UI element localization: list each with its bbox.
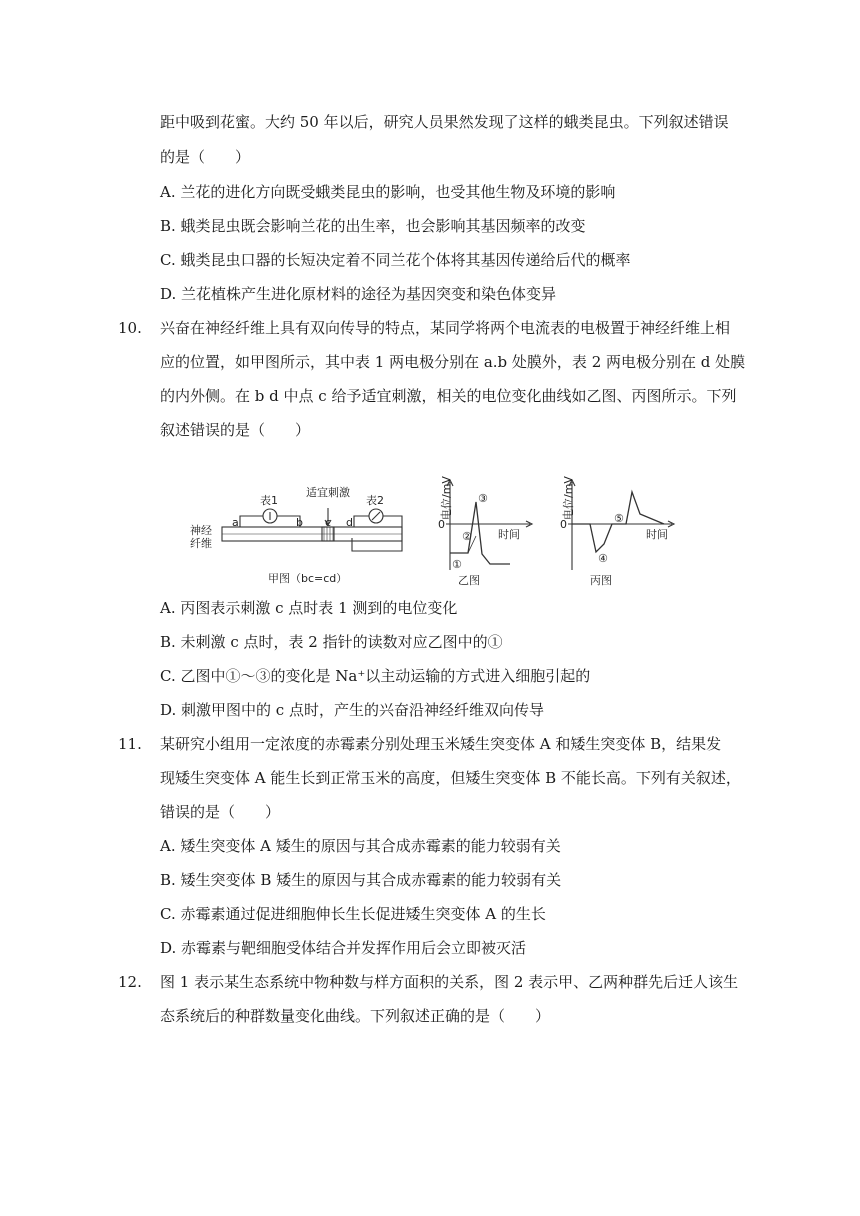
q11-number: 11.: [118, 735, 142, 753]
q11-stem-line-2: 现矮生突变体 A 能生长到正常玉米的高度，但矮生突变体 B 不能长高。下列有关叙述，: [160, 769, 741, 787]
fiber-label-1: 神经: [190, 524, 212, 537]
point-c: c: [325, 516, 332, 529]
q10-option-b: B. 未刺激 c 点时，表 2 指针的读数对应乙图中的①: [160, 633, 503, 651]
meter2-label: 表2: [366, 494, 384, 507]
q10-figure: [186, 472, 686, 592]
meter1-label: 表1: [260, 494, 278, 507]
yi-mark-3: ③: [478, 492, 488, 505]
q9-option-c: C. 蛾类昆虫口器的长短决定着不同兰花个体将其基因传递给后代的概率: [160, 251, 631, 269]
point-a: a: [232, 516, 239, 529]
bing-xlabel: 时间: [646, 528, 668, 541]
q11-stem-line-3: 错误的是（ ）: [160, 803, 281, 821]
q10-stem-line-1: 兴奋在神经纤维上具有双向传导的特点，某同学将两个电流表的电极置于神经纤维上相: [160, 319, 731, 337]
q9-stem-line-2: 的是（ ）: [160, 148, 251, 166]
yi-ylabel: 电位/mV: [440, 476, 453, 520]
yi-caption: 乙图: [458, 574, 480, 587]
q12-number: 12.: [118, 973, 142, 991]
yi-graph: [438, 476, 532, 587]
yi-mark-1: ①: [452, 558, 462, 571]
q10-figure-svg: [186, 472, 686, 592]
q11-option-d: D. 赤霉素与靶细胞受体结合并发挥作用后会立即被灭活: [160, 939, 527, 957]
yi-zero: 0: [438, 518, 445, 531]
q9-option-d: D. 兰花植株产生进化原材料的途径为基因突变和染色体变异: [160, 285, 557, 303]
bing-zero: 0: [560, 518, 567, 531]
stimulus-label: 适宜刺激: [306, 486, 350, 499]
q10-option-a: A. 丙图表示刺激 c 点时表 1 测到的电位变化: [160, 599, 458, 617]
point-b: b: [296, 516, 303, 529]
q10-stem-line-4: 叙述错误的是（ ）: [160, 421, 311, 439]
q10-option-d: D. 刺激甲图中的 c 点时，产生的兴奋沿神经纤维双向传导: [160, 701, 544, 719]
yi-xlabel: 时间: [498, 528, 520, 541]
jia-diagram: [222, 508, 402, 551]
q9-stem-line-1: 距中吸到花蜜。大约 50 年以后，研究人员果然发现了这样的蛾类昆虫。下列叙述错误: [160, 113, 729, 131]
q9-option-a: A. 兰花的进化方向既受蛾类昆虫的影响，也受其他生物及环境的影响: [160, 183, 616, 201]
q12-stem-line-2: 态系统后的种群数量变化曲线。下列叙述正确的是（ ）: [160, 1007, 551, 1025]
point-d: d: [346, 516, 353, 529]
q10-option-c: C. 乙图中①～③的变化是 Na⁺以主动运输的方式进入细胞引起的: [160, 667, 591, 685]
bing-graph: [560, 476, 674, 587]
meter2-needle: [372, 512, 380, 520]
jia-labels: [190, 485, 384, 585]
q10-stem-line-2: 应的位置，如甲图所示，其中表 1 两电极分别在 a.b 处膜外，表 2 两电极分别在 d 处膜: [160, 353, 746, 371]
bing-caption: 丙图: [590, 574, 612, 587]
q11-option-b: B. 矮生突变体 B 矮生的原因与其合成赤霉素的能力较弱有关: [160, 871, 562, 889]
q12-stem-line-1: 图 1 表示某生态系统中物种数与样方面积的关系，图 2 表示甲、乙两种群先后迁人该生: [160, 973, 739, 991]
yi-mark-2: ②: [462, 530, 472, 543]
jia-caption: 甲图（bc=cd）: [268, 572, 348, 585]
bing-mark-5: ⑤: [614, 512, 624, 525]
q10-number: 10.: [118, 319, 142, 337]
bing-mark-4: ④: [598, 552, 608, 565]
q11-stem-line-1: 某研究小组用一定浓度的赤霉素分别处理玉米矮生突变体 A 和矮生突变体 B，结果发: [160, 735, 722, 753]
q9-option-b: B. 蛾类昆虫既会影响兰花的出生率，也会影响其基因频率的改变: [160, 217, 586, 235]
q10-stem-line-3: 的内外侧。在 b d 中点 c 给予适宜刺激，相关的电位变化曲线如乙图、丙图所示。下列: [160, 387, 737, 405]
fiber-label-2: 纤维: [190, 537, 212, 550]
bing-ylabel: 电位/mV: [562, 476, 575, 520]
q11-option-c: C. 赤霉素通过促进细胞伸长生长促进矮生突变体 A 的生长: [160, 905, 546, 923]
q11-option-a: A. 矮生突变体 A 矮生的原因与其合成赤霉素的能力较弱有关: [160, 837, 561, 855]
